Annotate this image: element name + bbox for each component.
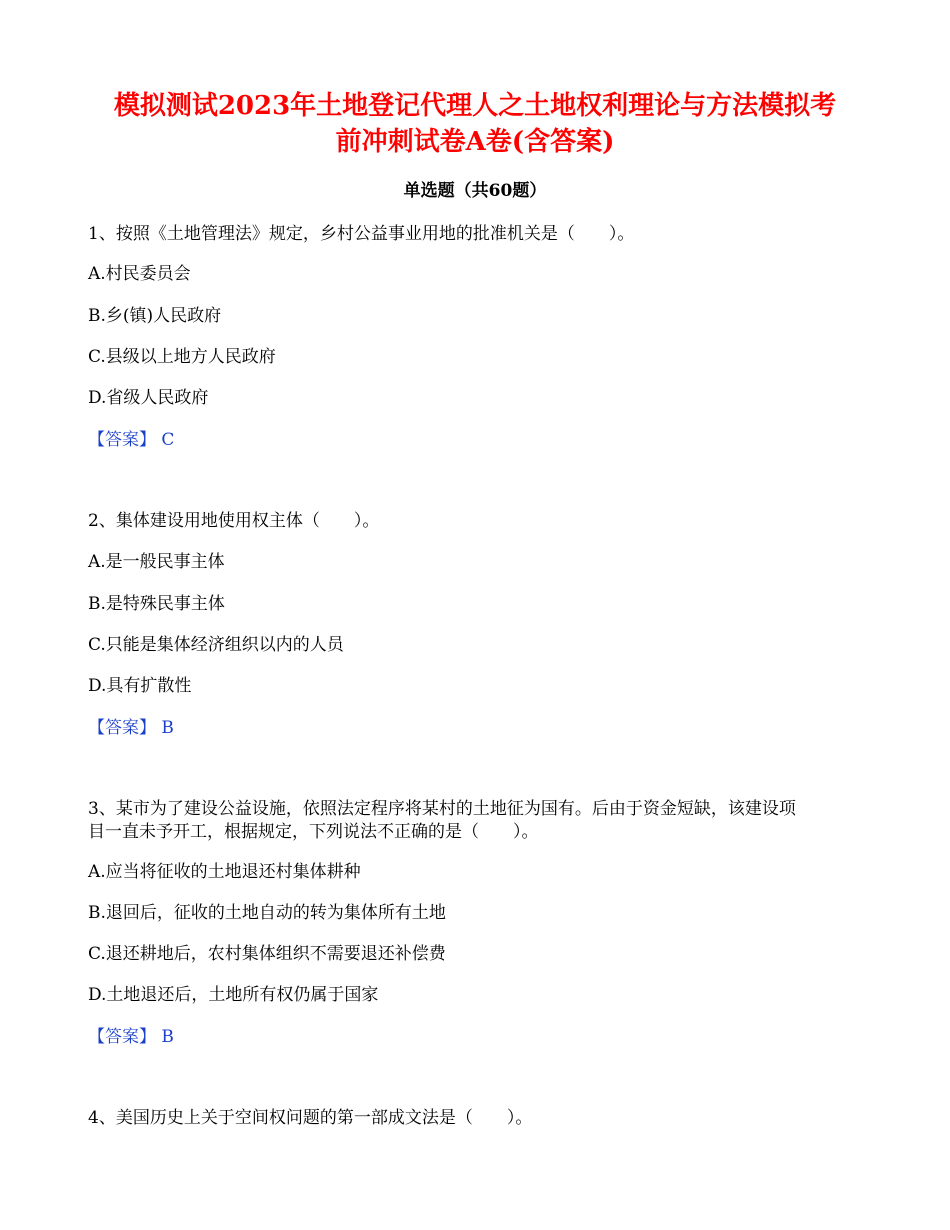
question-2-stem: 2、集体建设用地使用权主体（ ）。 — [88, 511, 380, 531]
question-3-option-b: B.退回后，征收的土地自动的转为集体所有土地 — [88, 903, 446, 923]
question-1-option-b: B.乡(镇)人民政府 — [88, 306, 222, 326]
question-3-option-c: C.退还耕地后，农村集体组织不需要退还补偿费 — [88, 944, 446, 964]
question-2-option-c: C.只能是集体经济组织以内的人员 — [88, 635, 344, 655]
section-heading: 单选题（共60题） — [403, 181, 547, 201]
document-title-line-2: 前冲刺试卷A卷(含答案) — [335, 127, 615, 157]
question-1-option-d: D.省级人民政府 — [88, 388, 209, 408]
question-2-option-b: B.是特殊民事主体 — [88, 594, 225, 614]
question-1-option-c: C.县级以上地方人民政府 — [88, 347, 276, 367]
question-3-option-a: A.应当将征收的土地退还村集体耕种 — [88, 862, 361, 882]
question-1-stem: 1、按照《土地管理法》规定，乡村公益事业用地的批准机关是（ ）。 — [88, 224, 635, 244]
document-title-line-1: 模拟测试2023年土地登记代理人之土地权利理论与方法模拟考 — [113, 91, 837, 121]
question-3-stem-line-2: 目一直未予开工，根据规定，下列说法不正确的是（ ）。 — [88, 822, 539, 842]
question-3-option-d: D.土地退还后，土地所有权仍属于国家 — [88, 985, 379, 1005]
question-3-answer: 【答案】 B — [88, 1027, 174, 1047]
question-3-stem-line-1: 3、某市为了建设公益设施，依照法定程序将某村的土地征为国有。后由于资金短缺，该建设项 — [88, 799, 796, 819]
question-1-option-a: A.村民委员会 — [88, 264, 191, 284]
question-2-answer: 【答案】 B — [88, 718, 174, 738]
question-2-option-d: D.具有扩散性 — [88, 676, 192, 696]
question-4-stem: 4、美国历史上关于空间权问题的第一部成文法是（ ）。 — [88, 1108, 533, 1128]
question-2-option-a: A.是一般民事主体 — [88, 552, 225, 572]
question-1-answer: 【答案】 C — [88, 430, 175, 450]
